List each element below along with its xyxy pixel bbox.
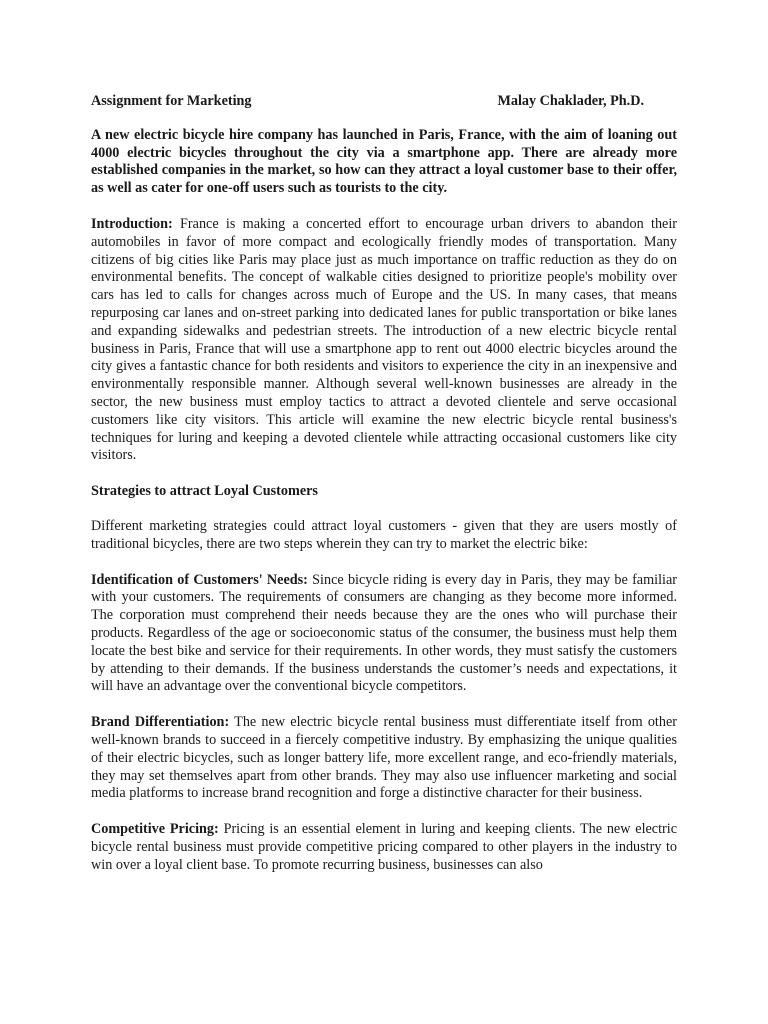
assignment-question: A new electric bicycle hire company has launched in Paris, France, with the aim of loaning out 4000 electric bicycles throughout the city via a smartphone app. There are already more established companies in the market, so how can they attract a loyal customer base to their offer, as well as cater for one-off users such as tourists to the city. bbox=[91, 126, 677, 197]
brand-differentiation-paragraph bbox=[91, 714, 677, 803]
identification-text: Since bicycle riding is every day in Paris, they may be familiar with your customers. The requirements of consumers are changing as they become more informed. The corporation must comprehend their needs because they are the ones who will purchase their products. Regardless of the age or socioeconomic status of the consumer, the business must help them locate the best bike and service for their requirements. In other words, they must satisfy the customers by attending to their demands. If the business understands the customer’s needs and expectations, it will have an advantage over the conventional bicycle competitors. bbox=[91, 571, 677, 695]
brand-differentiation-label: Brand Differentiation: bbox=[91, 714, 230, 731]
introduction-paragraph bbox=[91, 216, 677, 465]
competitive-pricing-label: Competitive Pricing: bbox=[91, 821, 219, 838]
document-page bbox=[91, 93, 677, 892]
brand-differentiation-text: The new electric bicycle rental business must differentiate itself from other well-known brands to succeed in a fiercely competitive industry. By emphasizing the unique qualities of their electric bicycles, such as longer battery life, more excellent range, and eco-friendly materials, they may set themselves apart from other brands. They may also use influencer marketing and social media platforms to increase brand recognition and forge a distinctive character for their business. bbox=[91, 714, 677, 802]
strategies-intro-paragraph: Different marketing strategies could attract loyal customers - given that they are users mostly of traditional bicycles, there are two steps wherein they can try to market the electric bike: bbox=[91, 517, 677, 552]
competitive-pricing-text: Pricing is an essential element in luring and keeping clients. The new electric bicycle rental business must provide competitive pricing compared to other players in the industry to win over a loyal client base. To promote recurring business, businesses can also bbox=[91, 821, 678, 873]
assignment-title: Assignment for Marketing bbox=[91, 93, 252, 109]
competitive-pricing-paragraph bbox=[91, 821, 677, 874]
introduction-text: France is making a concerted effort to encourage urban drivers to abandon their automobiles in favor of more compact and ecologically friendly modes of transportation. Many citizens of big cities like Paris may place just as much importance on traffic reduction as they do on environmental benefits. The concept of walkable cities designed to prioritize people's mobility over cars has led to calls for changes across much of Europe and the US. In many cases, that means repurposing car lanes and on-street parking into dedicated lanes for public transportation or bike lanes and expanding sidewalks and pedestrian streets. The introduction of a new electric bicycle rental business in Paris, France that will use a smartphone app to rent out 4000 electric bicycles around the city gives a fantastic chance for both residents and visitors to experience the city in an inexpensive and environmentally responsible manner. Although several well-known businesses are already in the sector, the new business must employ tactics to attract a devoted clientele and serve occasional customers like city visitors. This article will examine the new electric bicycle rental business's techniques for luring and keeping a devoted clientele while attracting occasional customers like city visitors. bbox=[91, 215, 677, 464]
identification-label: Identification of Customers' Needs: bbox=[91, 571, 308, 588]
identification-paragraph bbox=[91, 572, 677, 697]
strategies-heading: Strategies to attract Loyal Customers bbox=[91, 483, 318, 500]
author-name: Malay Chaklader, Ph.D. bbox=[497, 93, 644, 109]
document-header bbox=[91, 93, 677, 111]
introduction-label: Introduction: bbox=[91, 215, 173, 232]
